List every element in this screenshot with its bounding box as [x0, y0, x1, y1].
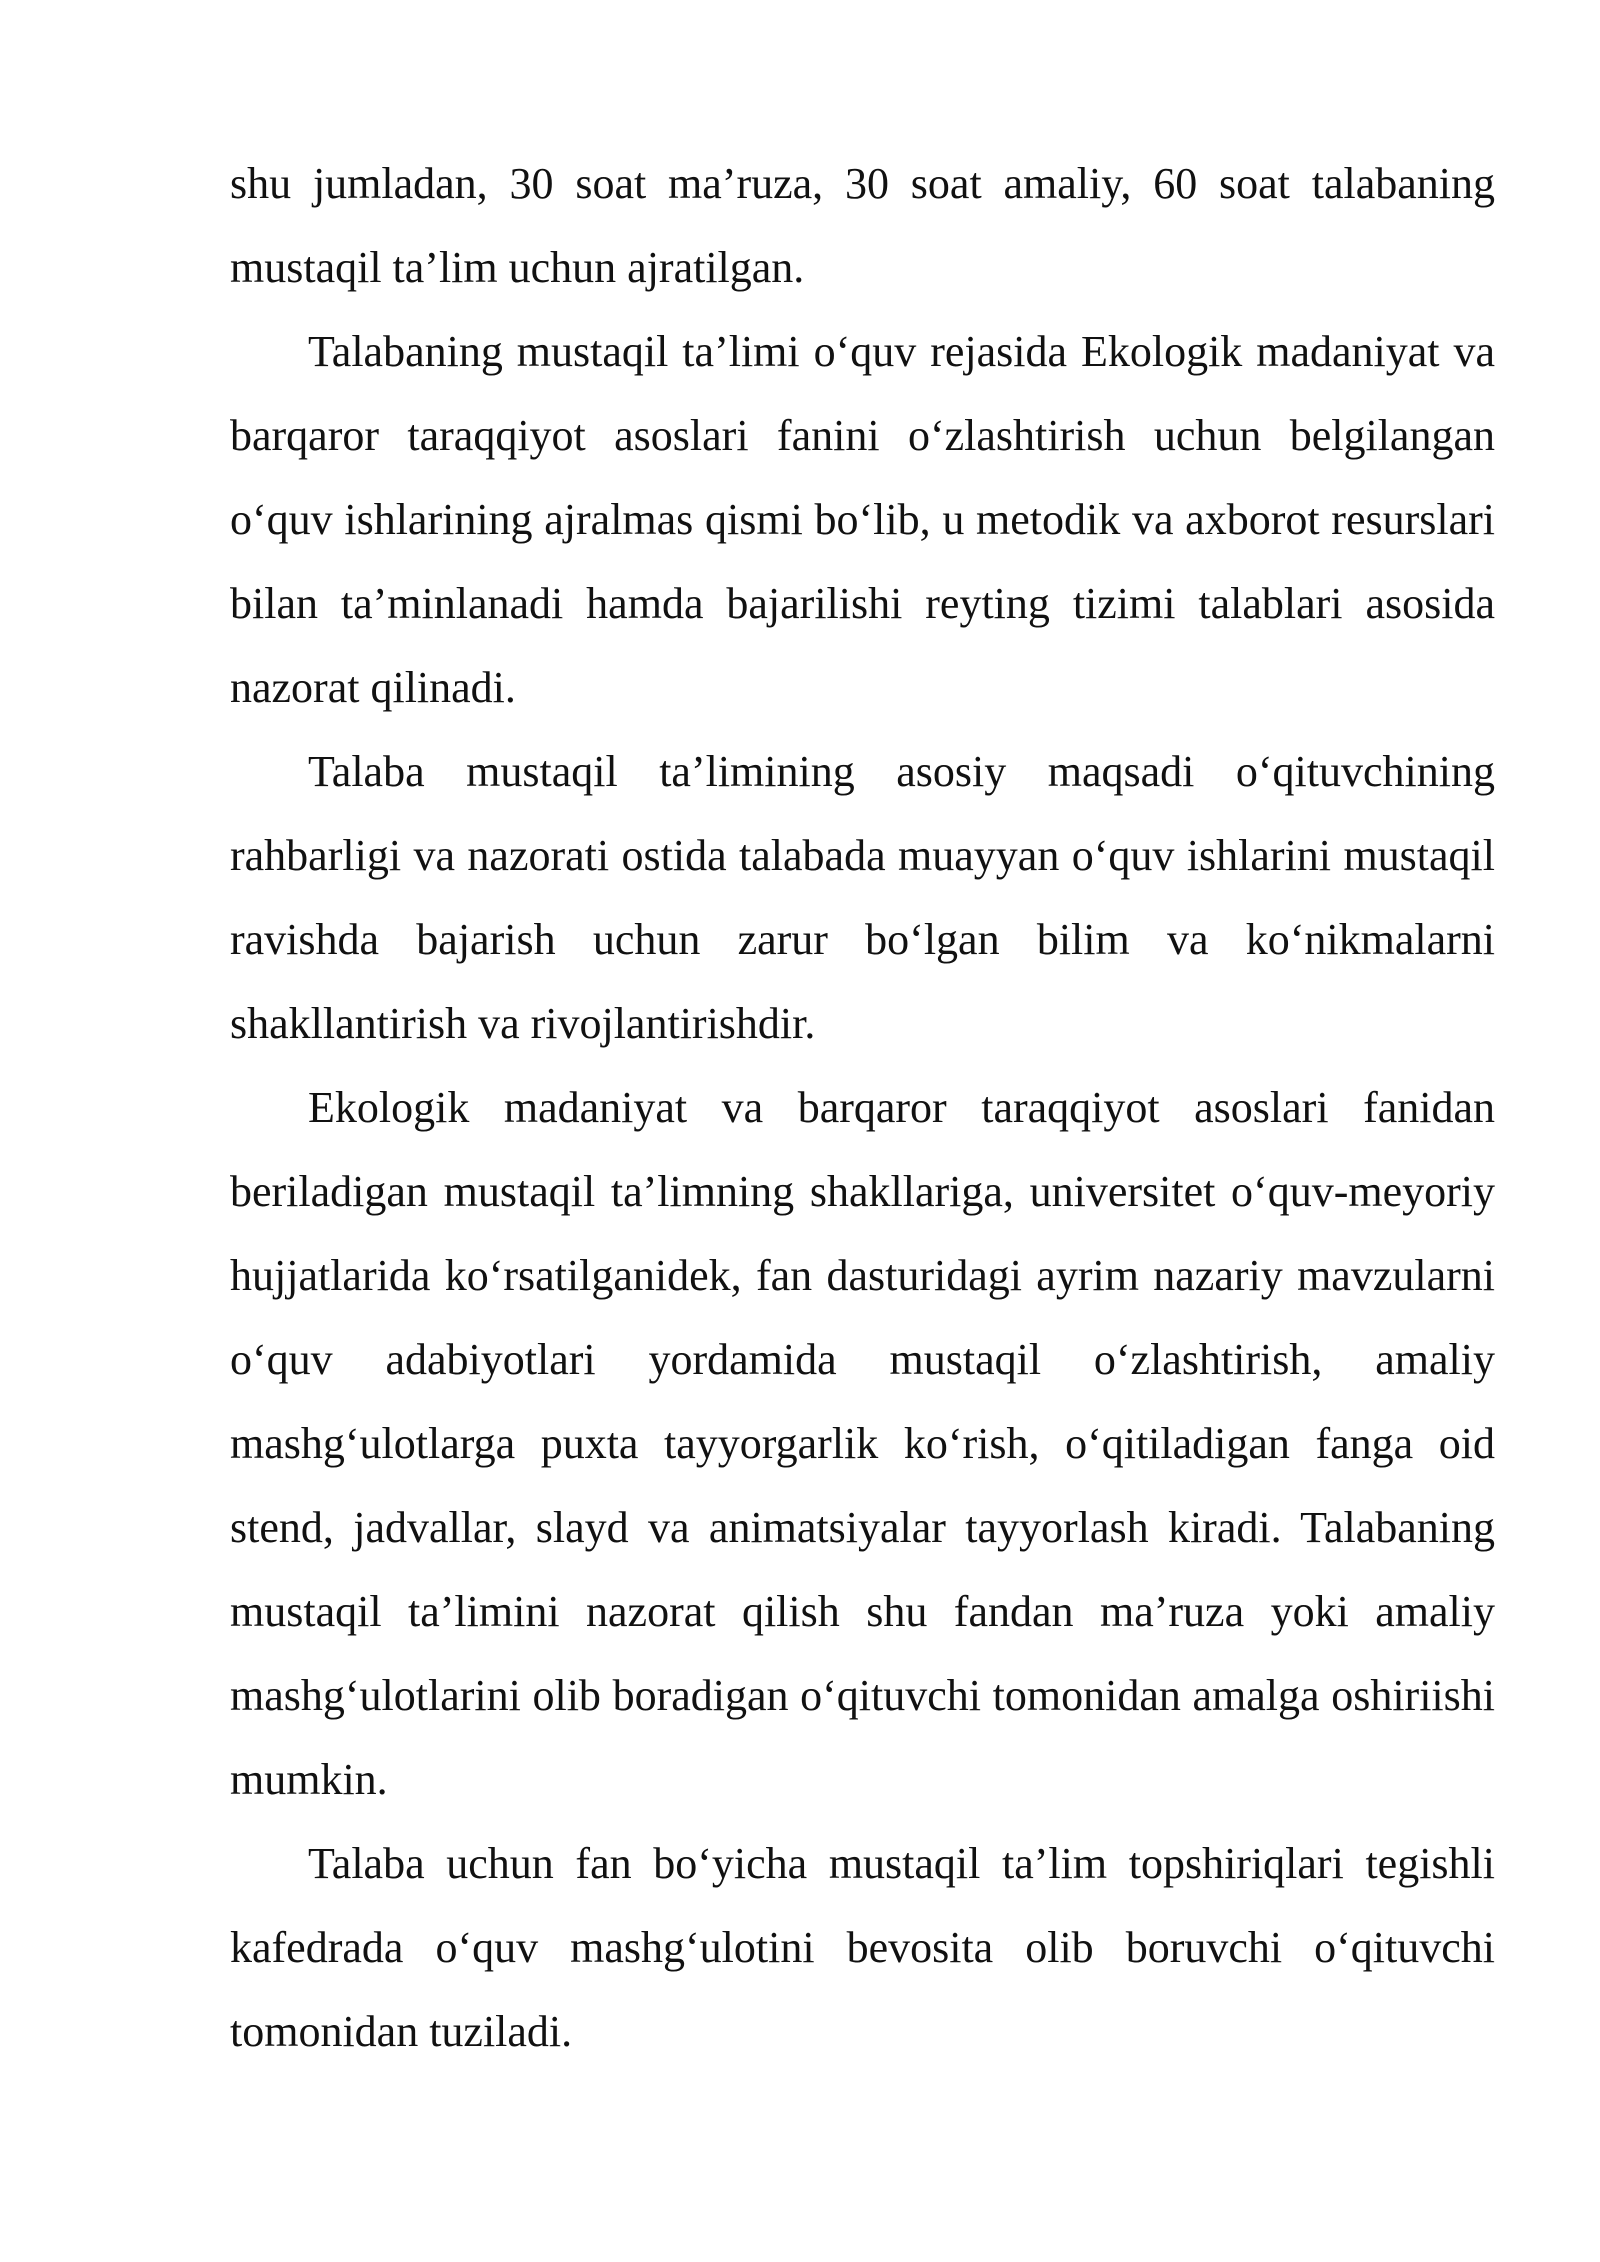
paragraph-study-goal: Talaba mustaqil ta’limining asosiy maqsadi o‘qituvchining rahbarligi va nazorati ostida talabada muayyan o‘quv ishlarini mustaqil ravishda bajarish uchun zarur bo‘lgan bilim va ko‘nikmalarni shakllantirish va rivojlantirishdir.: [230, 747, 1495, 1048]
paragraph-continuation: shu jumladan, 30 soat ma’ruza, 30 soat amaliy, 60 soat talabaning mustaqil ta’lim uchun ajratilgan.: [230, 159, 1495, 292]
paragraph-assignments: Talaba uchun fan bo‘yicha mustaqil ta’lim topshiriqlari tegishli kafedrada o‘quv mashg‘ulotini bevosita olib boruvchi o‘qituvchi tomonidan tuziladi.: [230, 1839, 1495, 2056]
document-body: [230, 142, 1495, 2074]
paragraph-study-forms: Ekologik madaniyat va barqaror taraqqiyot asoslari fanidan beriladigan mustaqil ta’limning shakllariga, universitet o‘quv-meyoriy hujjatlarida ko‘rsatilganidek, fan dasturidagi ayrim nazariy mavzularni o‘quv adabiyotlari yordamida mustaqil o‘zlashtirish, amaliy mashg‘ulotlarga puxta tayyorgarlik ko‘rish, o‘qitiladigan fanga oid stend, jadvallar, slayd va animatsiyalar tayyorlash kiradi. Talabaning mustaqil ta’limini nazorat qilish shu fandan ma’ruza yoki amaliy mashg‘ulotlarini olib boradigan o‘qituvchi tomonidan amalga oshiriishi mumkin.: [230, 1083, 1495, 1804]
paragraph-independent-study-plan: Talabaning mustaqil ta’limi o‘quv rejasida Ekologik madaniyat va barqaror taraqqiyot asoslari fanini o‘zlashtirish uchun belgilangan o‘quv ishlarining ajralmas qismi bo‘lib, u metodik va axborot resurslari bilan ta’minlanadi hamda bajarilishi reyting tizimi talablari asosida nazorat qilinadi.: [230, 327, 1495, 712]
